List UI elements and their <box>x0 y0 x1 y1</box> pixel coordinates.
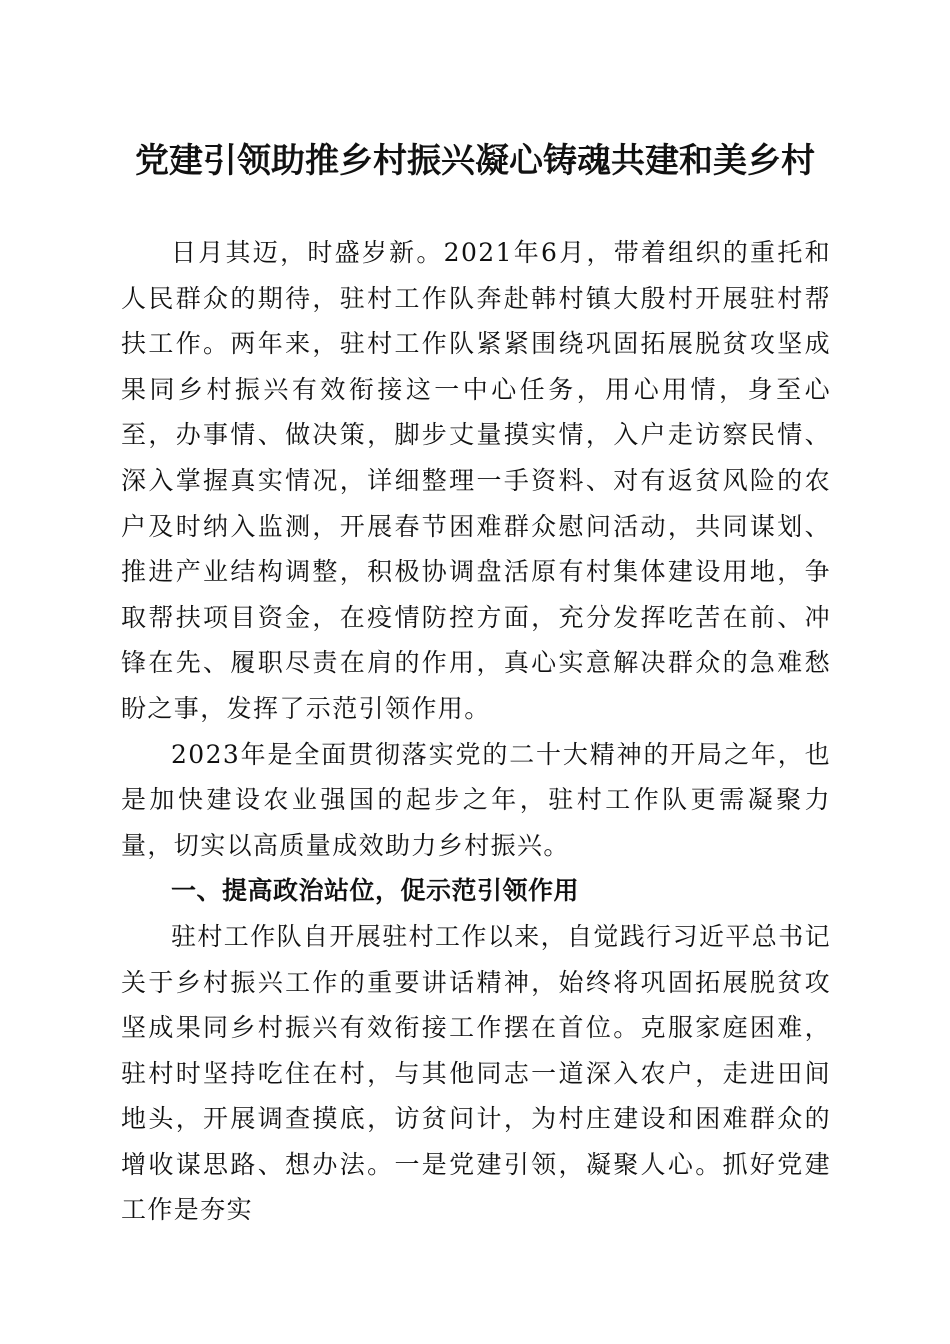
paragraph-2023: 2023年是全面贯彻落实党的二十大精神的开局之年，也是加快建设农业强国的起步之年，驻村工作队更需凝聚力量，切实以高质量成效助力乡村振兴。 <box>121 739 831 860</box>
document-body <box>121 230 831 1233</box>
paragraph-work-team: 驻村工作队自开展驻村工作以来，自觉践行习近平总书记关于乡村振兴工作的重要讲话精神，始终将巩固拓展脱贫攻坚成果同乡村振兴有效衔接工作摆在首位。克服家庭困难，驻村时坚持吃住在村，与其他同志一道深入农户，走进田间地头，开展调查摸底，访贫问计，为村庄建设和困难群众的增收谋思路、想办法。一是党建引领，凝聚人心。抓好党建工作是夯实 <box>121 921 832 1225</box>
section-heading-political-position: 一、提高政治站位，促示范引领作用 <box>171 876 580 906</box>
document-title: 党建引领助推乡村振兴凝心铸魂共建和美乡村 <box>135 141 815 181</box>
paragraph-intro: 日月其迈，时盛岁新。2021年6月，带着组织的重托和人民群众的期待，驻村工作队奔赴韩村镇大殷村开展驻村帮扶工作。两年来，驻村工作队紧紧围绕巩固拓展脱贫攻坚成果同乡村振兴有效衔接这一中心任务，用心用情，身至心至，办事情、做决策，脚步丈量摸实情，入户走访察民情、深入掌握真实情况，详细整理一手资料、对有返贫风险的农户及时纳入监测，开展春节困难群众慰问活动，共同谋划、推进产业结构调整，积极协调盘活原有村集体建设用地，争取帮扶项目资金，在疫情防控方面，充分发挥吃苦在前、冲锋在先、履职尽责在肩的作用，真心实意解决群众的急难愁盼之事，发挥了示范引领作用。 <box>121 238 831 723</box>
